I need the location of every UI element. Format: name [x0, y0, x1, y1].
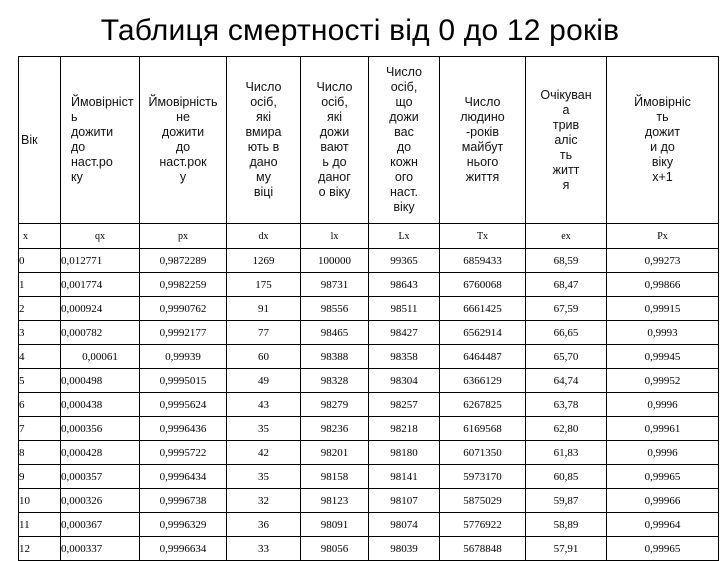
column-header-deaths: Число осіб, які вмира ють в дано му віці	[227, 57, 301, 224]
cell-px: 0,9996738	[140, 489, 227, 513]
cell-px: 0,9990762	[140, 297, 227, 321]
cell-px: 0,9996436	[140, 417, 227, 441]
table-row	[19, 393, 719, 417]
cell-age: 9	[19, 465, 61, 489]
cell-age: 7	[19, 417, 61, 441]
cell-qx: 0,000924	[61, 297, 140, 321]
cell-lx: 98158	[301, 465, 369, 489]
cell-px: 0,9995722	[140, 441, 227, 465]
table-row	[19, 321, 719, 345]
cell-age: 2	[19, 297, 61, 321]
cell-Px: 0,99965	[607, 537, 719, 561]
table-row	[19, 273, 719, 297]
cell-Lx: 98218	[369, 417, 440, 441]
table-row	[19, 297, 719, 321]
cell-Tx: 6267825	[440, 393, 526, 417]
cell-dx: 33	[227, 537, 301, 561]
cell-ex: 60,85	[526, 465, 607, 489]
cell-Tx: 5678848	[440, 537, 526, 561]
cell-ex: 59,87	[526, 489, 607, 513]
cell-Px: 0,99964	[607, 513, 719, 537]
mortality-table	[18, 56, 719, 561]
cell-lx: 98328	[301, 369, 369, 393]
header-row	[19, 57, 719, 224]
cell-dx: 1269	[227, 249, 301, 273]
page-title: Таблиця смертності від 0 до 12 років	[100, 14, 620, 47]
column-header-person-years: Число людино -років майбут нього життя	[440, 57, 526, 224]
cell-qx: 0,000438	[61, 393, 140, 417]
cell-dx: 49	[227, 369, 301, 393]
cell-dx: 91	[227, 297, 301, 321]
table-row	[19, 513, 719, 537]
symbol-Px: Px	[607, 224, 719, 249]
table-row	[19, 369, 719, 393]
cell-qx: 0,000337	[61, 537, 140, 561]
cell-qx: 0,000326	[61, 489, 140, 513]
cell-Px: 0,99952	[607, 369, 719, 393]
cell-age: 4	[19, 345, 61, 369]
cell-age: 8	[19, 441, 61, 465]
cell-qx: 0,000782	[61, 321, 140, 345]
cell-Lx: 98511	[369, 297, 440, 321]
cell-age: 0	[19, 249, 61, 273]
symbol-Lx: Lx	[369, 224, 440, 249]
cell-ex: 66,65	[526, 321, 607, 345]
cell-qx: 0,000367	[61, 513, 140, 537]
cell-Lx: 99365	[369, 249, 440, 273]
cell-age: 12	[19, 537, 61, 561]
cell-ex: 64,74	[526, 369, 607, 393]
cell-lx: 98388	[301, 345, 369, 369]
cell-Tx: 6661425	[440, 297, 526, 321]
cell-Tx: 6366129	[440, 369, 526, 393]
cell-Tx: 6859433	[440, 249, 526, 273]
symbol-px: px	[140, 224, 227, 249]
cell-Lx: 98039	[369, 537, 440, 561]
cell-Tx: 5776922	[440, 513, 526, 537]
cell-age: 1	[19, 273, 61, 297]
cell-dx: 35	[227, 417, 301, 441]
cell-lx: 98731	[301, 273, 369, 297]
cell-Lx: 98074	[369, 513, 440, 537]
cell-Px: 0,99965	[607, 465, 719, 489]
cell-lx: 98123	[301, 489, 369, 513]
cell-lx: 98056	[301, 537, 369, 561]
symbol-lx: lx	[301, 224, 369, 249]
cell-dx: 60	[227, 345, 301, 369]
cell-lx: 98236	[301, 417, 369, 441]
cell-ex: 58,89	[526, 513, 607, 537]
column-header-survivors-next-age: Число осіб, що дожи вас до кожн ого наст. віку	[369, 57, 440, 224]
cell-dx: 42	[227, 441, 301, 465]
table-row	[19, 249, 719, 273]
cell-qx: 0,000357	[61, 465, 140, 489]
cell-ex: 63,78	[526, 393, 607, 417]
symbol-dx: dx	[227, 224, 301, 249]
cell-ex: 62,80	[526, 417, 607, 441]
cell-age: 3	[19, 321, 61, 345]
cell-ex: 68,47	[526, 273, 607, 297]
table-row	[19, 465, 719, 489]
cell-Px: 0,99961	[607, 417, 719, 441]
cell-px: 0,9995624	[140, 393, 227, 417]
table-row	[19, 537, 719, 561]
table-row	[19, 417, 719, 441]
cell-Px: 0,99273	[607, 249, 719, 273]
symbol-qx: qx	[61, 224, 140, 249]
cell-lx: 98201	[301, 441, 369, 465]
cell-ex: 67,59	[526, 297, 607, 321]
cell-dx: 32	[227, 489, 301, 513]
cell-Tx: 6562914	[440, 321, 526, 345]
cell-qx: 0,000498	[61, 369, 140, 393]
cell-px: 0,9996329	[140, 513, 227, 537]
cell-Px: 0,99945	[607, 345, 719, 369]
cell-dx: 77	[227, 321, 301, 345]
table-row	[19, 441, 719, 465]
cell-Px: 0,9996	[607, 393, 719, 417]
column-header-survivors: Число осіб, які дожи вают ь до даног о віку	[301, 57, 369, 224]
cell-Lx: 98257	[369, 393, 440, 417]
cell-Lx: 98141	[369, 465, 440, 489]
cell-px: 0,9996634	[140, 537, 227, 561]
cell-px: 0,9872289	[140, 249, 227, 273]
cell-lx: 98279	[301, 393, 369, 417]
cell-Tx: 6071350	[440, 441, 526, 465]
cell-Tx: 6169568	[440, 417, 526, 441]
cell-dx: 175	[227, 273, 301, 297]
cell-Px: 0,9993	[607, 321, 719, 345]
cell-Px: 0,99866	[607, 273, 719, 297]
cell-lx: 98091	[301, 513, 369, 537]
cell-px: 0,9996434	[140, 465, 227, 489]
column-header-survival-probability: Ймовірніст ь дожити до наст.ро ку	[61, 57, 140, 224]
symbol-Tx: Tx	[440, 224, 526, 249]
table-row	[19, 345, 719, 369]
cell-ex: 61,83	[526, 441, 607, 465]
cell-px: 0,99939	[140, 345, 227, 369]
cell-ex: 57,91	[526, 537, 607, 561]
cell-Lx: 98107	[369, 489, 440, 513]
cell-qx: 0,000428	[61, 441, 140, 465]
cell-px: 0,9982259	[140, 273, 227, 297]
column-header-death-probability: Ймовірність не дожити до наст.рок у	[140, 57, 227, 224]
cell-qx: 0,001774	[61, 273, 140, 297]
cell-Lx: 98304	[369, 369, 440, 393]
cell-qx: 0,000356	[61, 417, 140, 441]
cell-Lx: 98427	[369, 321, 440, 345]
cell-Lx: 98180	[369, 441, 440, 465]
column-header-survival-to-next-age: Ймовірніс ть дожит и до віку х+1	[607, 57, 719, 224]
column-header-age: Вік	[19, 57, 61, 224]
cell-Tx: 6760068	[440, 273, 526, 297]
cell-Tx: 5973170	[440, 465, 526, 489]
cell-Tx: 6464487	[440, 345, 526, 369]
table-row	[19, 489, 719, 513]
cell-Tx: 5875029	[440, 489, 526, 513]
cell-Px: 0,99915	[607, 297, 719, 321]
cell-ex: 68,59	[526, 249, 607, 273]
cell-px: 0,9992177	[140, 321, 227, 345]
cell-dx: 43	[227, 393, 301, 417]
symbol-row	[19, 224, 719, 249]
column-header-life-expectancy: Очікуван а трив аліс ть житт я	[526, 57, 607, 224]
cell-dx: 36	[227, 513, 301, 537]
cell-Lx: 98643	[369, 273, 440, 297]
cell-lx: 98465	[301, 321, 369, 345]
cell-qx: 0,012771	[61, 249, 140, 273]
cell-dx: 35	[227, 465, 301, 489]
cell-Px: 0,99966	[607, 489, 719, 513]
symbol-x: x	[19, 224, 61, 249]
cell-age: 11	[19, 513, 61, 537]
cell-age: 5	[19, 369, 61, 393]
cell-Lx: 98358	[369, 345, 440, 369]
symbol-ex: ex	[526, 224, 607, 249]
cell-lx: 100000	[301, 249, 369, 273]
cell-px: 0,9995015	[140, 369, 227, 393]
cell-age: 6	[19, 393, 61, 417]
cell-age: 10	[19, 489, 61, 513]
cell-qx: 0,00061	[61, 345, 140, 369]
cell-lx: 98556	[301, 297, 369, 321]
cell-ex: 65,70	[526, 345, 607, 369]
cell-Px: 0,9996	[607, 441, 719, 465]
